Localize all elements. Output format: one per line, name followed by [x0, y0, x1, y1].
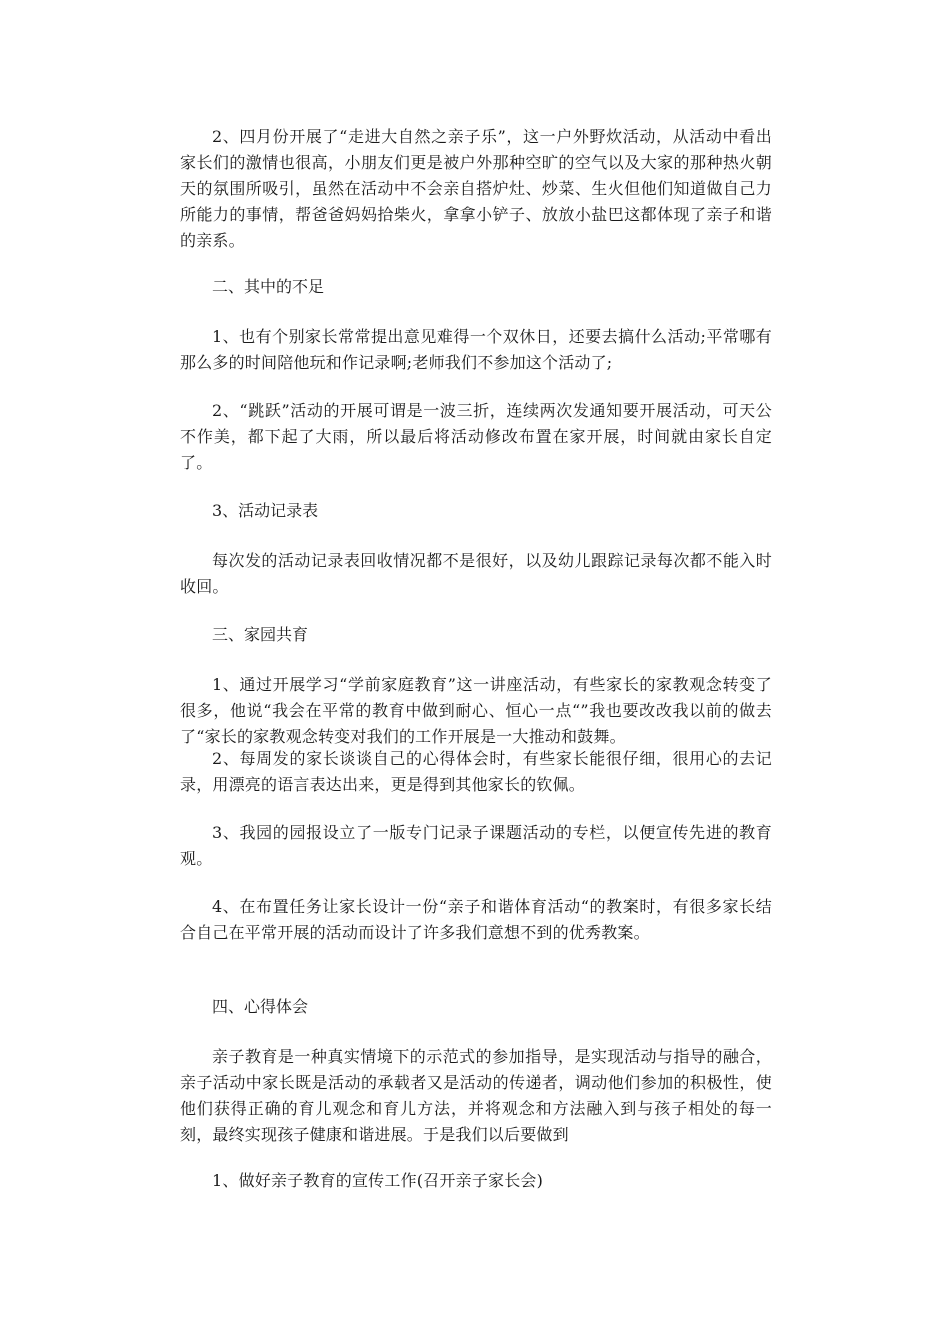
paragraph-lecture-activity: 1、通过开展学习“学前家庭教育”这一讲座活动，有些家长的家教观念转变了很多，他说“我会在平常的教育中做到耐心、恒心一点“”我也要改改我以前的做去了“家长的家教观念转变对我们的工作开展是一大推动和鼓舞。	[180, 675, 772, 746]
paragraph-school-newsletter: 3、我园的园报设立了一版专门记录子课题活动的专栏，以便宣传先进的教育观。	[180, 823, 772, 868]
paragraph-parent-complaints: 1、也有个别家长常常提出意见难得一个双休日，还要去搞什么活动;平常哪有那么多的时间陪他玩和作记录啊;老师我们不参加这个活动了;	[180, 327, 772, 372]
section-heading-co-education: 三、家园共育	[212, 625, 309, 644]
section-heading-reflections: 四、心得体会	[212, 997, 309, 1016]
subheading-activity-record: 3、活动记录表	[212, 501, 319, 520]
section-heading-shortcomings: 二、其中的不足	[212, 277, 325, 296]
paragraph-jump-activity: 2、“跳跃”活动的开展可谓是一波三折，连续两次发通知要开展活动，可天公不作美，都下起了大雨，所以最后将活动修改布置在家开展，时间就由家长自定了。	[180, 401, 772, 472]
paragraph-lesson-plans: 4、在布置任务让家长设计一份“亲子和谐体育活动“的教案时，有很多家长结合自己在平常开展的活动而设计了许多我们意想不到的优秀教案。	[180, 897, 772, 942]
paragraph-outdoor-cooking: 2、四月份开展了“走进大自然之亲子乐”，这一户外野炊活动，从活动中看出家长们的激情也很高，小朋友们更是被户外那种空旷的空气以及大家的那种热火朝天的氛围所吸引，虽然在活动中不会亲自搭炉灶、炒菜、生火但他们知道做自己力所能力的事情，帮爸爸妈妈拾柴火，拿拿小铲子、放放小盐巴这都体现了亲子和谐的亲系。	[180, 127, 772, 250]
paragraph-parent-child-education: 亲子教育是一种真实情境下的示范式的参加指导，是实现活动与指导的融合，亲子活动中家长既是活动的承载者又是活动的传递者，调动他们参加的积极性，使他们获得正确的育儿观念和育儿方法，并将观念和方法融入到与孩子相处的每一刻，最终实现孩子健康和谐进展。于是我们以后要做到	[180, 1047, 772, 1144]
paragraph-weekly-reflections: 2、每周发的家长谈谈自己的心得体会时，有些家长能很仔细，很用心的去记录，用漂亮的语言表达出来，更是得到其他家长的钦佩。	[180, 749, 772, 794]
paragraph-publicity-work: 1、做好亲子教育的宣传工作(召开亲子家长会)	[212, 1171, 544, 1190]
paragraph-record-collection: 每次发的活动记录表回收情况都不是很好，以及幼儿跟踪记录每次都不能入时收回。	[180, 551, 772, 596]
